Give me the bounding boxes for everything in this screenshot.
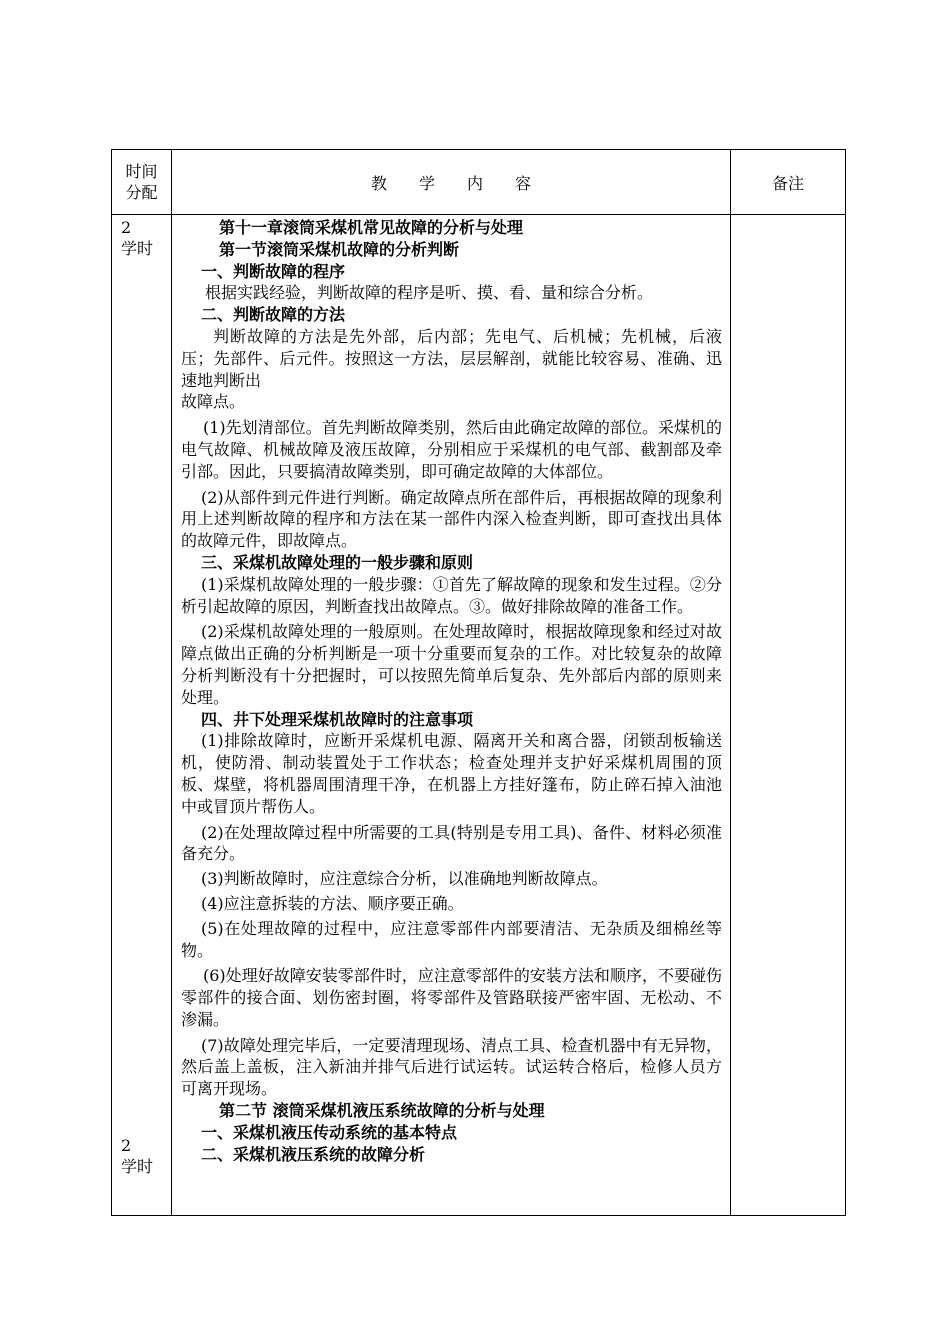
paragraph: (6)处理好故障安装零部件时，应注意零部件的安装方法和顺序，不要碰伤零部件的接合面、划伤密封圈，将零部件及管路联接严密牢固、无松动、不渗漏。 bbox=[181, 966, 722, 1029]
column-divider bbox=[730, 150, 731, 1215]
chapter-title: 第十一章滚筒采煤机常见故障的分析与处理 bbox=[219, 218, 524, 237]
paragraph: 故障点。 bbox=[181, 392, 246, 412]
teaching-content bbox=[181, 217, 722, 1165]
header-teaching-content: 教 学 内 容 bbox=[370, 173, 531, 193]
header-notes: 备注 bbox=[771, 173, 804, 193]
paragraph: (2)采煤机故障处理的一般原则。在处理故障时，根据故障现象和经过对故障点做出正确的分析判断是一项十分重要而复杂的工作。对比较复杂的故障分析判断没有十分把握时，可以按照先简单后复杂、先外部后内部的原则来处理。 bbox=[181, 622, 722, 707]
lesson-plan-table bbox=[111, 149, 846, 1216]
time-entry-unit: 学时 bbox=[121, 1157, 154, 1176]
paragraph: 根据实践经验，判断故障的程序是听、摸、看、量和综合分析。 bbox=[205, 283, 654, 303]
paragraph: (2)在处理故障过程中所需要的工具(特别是专用工具)、备件、材料必须准备充分。 bbox=[181, 822, 722, 864]
subheading: 一、采煤机液压传动系统的基本特点 bbox=[201, 1122, 458, 1142]
paragraph: (1)采煤机故障处理的一般步骤：①首先了解故障的现象和发生过程。②分析引起故障的原因，判断查找出故障点。③。做好排除故障的准备工作。 bbox=[181, 574, 722, 616]
subheading: 一、判断故障的程序 bbox=[201, 261, 346, 281]
header-divider bbox=[112, 214, 845, 215]
paragraph: (5)在处理故障的过程中，应注意零部件内部要清洁、无杂质及细棉丝等物。 bbox=[181, 918, 722, 960]
paragraph: (4)应注意拆装的方法、顺序要正确。 bbox=[201, 893, 464, 913]
paragraph: (1)排除故障时，应断开采煤机电源、隔离开关和离合器，闭锁刮板输送机，使防滑、制动装置处于工作状态；检查处理并支护好采煤机周围的顶板、煤壁，将机器周围清理干净，在机器上方挂好篷布，防止碎石掉入油池中或冒顶片帮伤人。 bbox=[181, 731, 722, 816]
header-time-line2: 分配 bbox=[125, 183, 158, 202]
subheading: 四、井下处理采煤机故障时的注意事项 bbox=[201, 709, 474, 729]
time-entry-number: 2 bbox=[121, 218, 132, 237]
subheading: 二、判断故障的方法 bbox=[201, 305, 346, 325]
paragraph: (7)故障处理完毕后，一定要清理现场、清点工具、检查机器中有无异物，然后盖上盖板，注入新油并排气后进行试运转。试运转合格后，检修人员方可离开现场。 bbox=[181, 1035, 722, 1099]
section-title: 第一节滚筒采煤机故障的分析判断 bbox=[219, 239, 460, 259]
header-time-line1: 时间 bbox=[125, 162, 158, 181]
time-entry-number: 2 bbox=[121, 1136, 132, 1155]
paragraph: (1)先划清部位。首先判断故障类别，然后由此确定故障的部位。采煤机的电气故障、机械故障及液压故障，分别相应于采煤机的电气部、截割部及牵引部。因此，只要搞清故障类别，即可确定故障的大体部位。 bbox=[181, 418, 722, 481]
subheading: 二、采煤机液压系统的故障分析 bbox=[201, 1144, 426, 1164]
header-time-allocation bbox=[112, 150, 171, 214]
paragraph: 判断故障的方法是先外部，后内部；先电气、后机械；先机械，后液压；先部件、后元件。按照这一方法，层层解剖，就能比较容易、准确、迅速地判断出 bbox=[181, 326, 722, 390]
subheading: 三、采煤机故障处理的一般步骤和原则 bbox=[201, 552, 474, 572]
section-title: 第二节 滚筒采煤机液压系统故障的分析与处理 bbox=[219, 1101, 545, 1121]
column-divider bbox=[171, 150, 172, 1215]
time-entry bbox=[121, 217, 153, 259]
paragraph: (2)从部件到元件进行判断。确定故障点所在部件后，再根据故障的现象利用上述判断故障的程序和方法在某一部件内深入检查判断，即可查找出具体的故障元件，即故障点。 bbox=[181, 487, 722, 551]
time-entry-unit: 学时 bbox=[121, 239, 154, 258]
paragraph: (3)判断故障时，应注意综合分析，以准确地判断故障点。 bbox=[201, 869, 608, 889]
time-entry bbox=[121, 1135, 153, 1177]
